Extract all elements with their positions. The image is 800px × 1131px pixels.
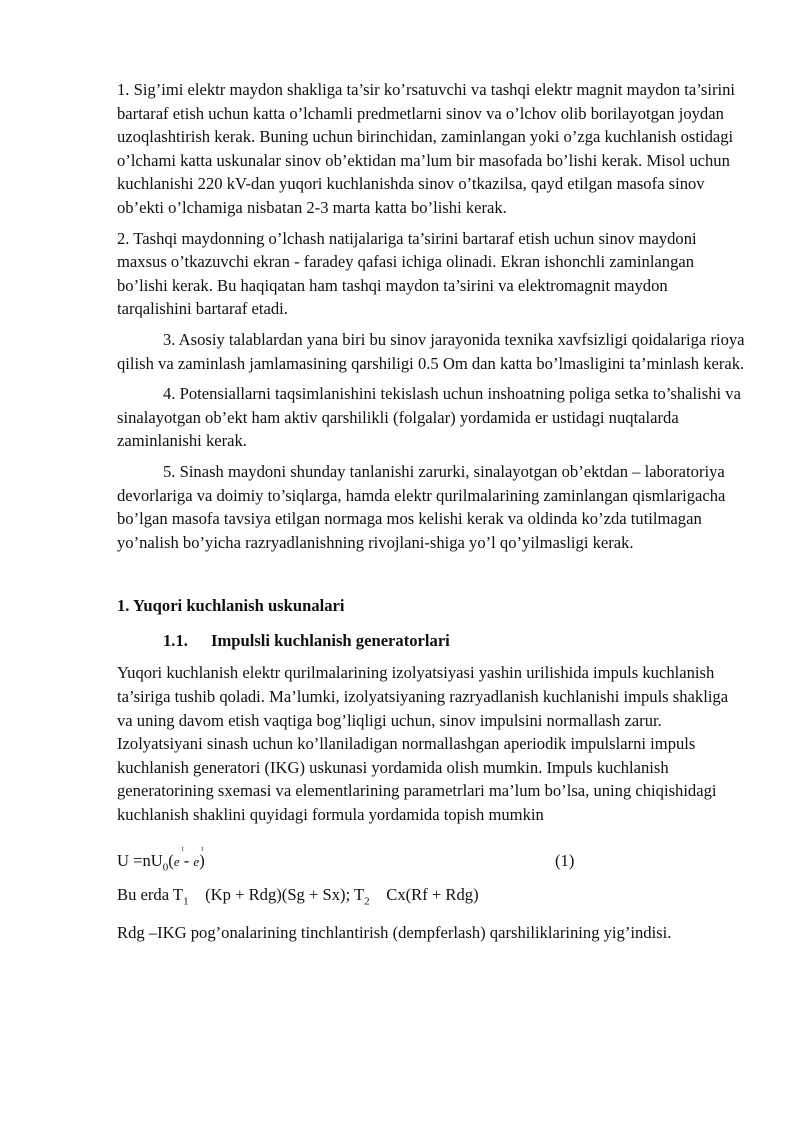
page-content bbox=[117, 78, 745, 951]
definition-line-1 bbox=[117, 883, 745, 914]
formula-exp-2 bbox=[193, 844, 204, 874]
def-t2-expr: Cx(Rf + Rdg) bbox=[386, 884, 479, 904]
formula-close-paren: ) bbox=[199, 850, 205, 870]
paragraph-3: 3. Asosiy talablardan yana biri bu sinov jarayonida texnika xavfsizligi qoidalariga rioya qilish va zaminlash jamlamasining qarshiligi 0.5 Om dan katta bo’lmasligini ta’minlash kerak. bbox=[117, 329, 745, 373]
subsection-heading bbox=[163, 629, 745, 653]
formula-e2: e bbox=[193, 853, 200, 869]
formula-lhs: U =nU bbox=[117, 850, 163, 870]
formula-e2-sup: t bbox=[201, 844, 204, 853]
def-t1-label: Bu erda T bbox=[117, 884, 184, 904]
subsection-number: 1.1. bbox=[163, 630, 188, 650]
definition-line-2: Rdg –IKG pog’onalarining tinchlantirish (dempferlash) qarshiliklarining yig’indisi. bbox=[117, 922, 672, 942]
formula-minus: - bbox=[179, 850, 194, 870]
formula-open-paren: ( bbox=[168, 850, 174, 870]
formula-subscript: 0 bbox=[162, 860, 169, 873]
formula-e1-sup: t bbox=[181, 844, 184, 853]
formula-exp-1 bbox=[173, 844, 184, 874]
def-t1-expr: (Kp + Rdg)(Sg + Sx); T bbox=[205, 884, 365, 904]
paragraph-4: 4. Potensiallarni taqsimlanishini tekislash uchun inshoatning poliga setka to’shalishi va sinalayotgan ob’ekt ham aktiv qarshilikli (folgalar) yordamida er ustidagi nuqtalarda zaminlanishi kerak. bbox=[117, 384, 741, 451]
formula-e1: e bbox=[173, 853, 180, 869]
paragraph-1: 1. Sig’imi elektr maydon shakliga ta’sir ko’rsatuvchi va tashqi elektr magnit maydon ta’sirini bartaraf etish uchun katta o’lchamli predmetlarni sinov va o’lchov olib borilayotgan joydan uzoqlashtirish kerak. Buning uchun birinchidan, zaminlangan yoki o’zga kuchlanish ostidagi o’lchami katta uskunalar sinov ob’ektidan ma’lum bir masofada bo’lishi kerak. Misol uchun kuchlanishi 220 kV-dan yuqori kuchlanishda sinov o’tkazilsa, qayd etilgan masofa sinov ob’ekti o’lchamiga nisbatan 2-3 marta katta bo’lishi kerak. bbox=[117, 80, 735, 217]
body-paragraph: Yuqori kuchlanish elektr qurilmalarining izolyatsiyasi yashin urilishida impuls kuchlanish ta’siriga tushib qoladi. Ma’lumki, izolyatsiyaning razryadlanish kuchlanishi impuls shakliga va uning davom etish vaqtiga bog’liqligi uchun, sinov impulsini normallash zarur. Izolyatsiyani sinash uchun ko’llaniladigan normallashgan aperiodik impulslarni impuls kuchlanish generatori (IKG) uskunasi yordamida olish mumkin. Impuls kuchlanish generatorining sxemasi va elementlarining parametrlari ma’lum bo’lsa, uning chiqishidagi kuchlanish shaklini quyidagi formula yordamida topish mumkin bbox=[117, 663, 729, 825]
paragraph-5: 5. Sinash maydoni shunday tanlanishi zarurki, sinalayotgan ob’ektdan – laboratoriya devorlariga va doimiy to’siqlarga, hamda elektr qurilmalarining zaminlangan qismlarigacha bo’lgan masofa tavsiya etilgan normaga mos kelishi kerak va oldinda ko’zda tutilmagan yo’nalish bo’yicha razryadlanishning rivojlani-shiga yo’l qo’yilmasligi kerak. bbox=[117, 461, 726, 552]
def-t1-sub: 1 bbox=[183, 894, 189, 907]
subsection-title: Impulsli kuchlanish generatorlari bbox=[211, 630, 450, 650]
formula-number: (1) bbox=[555, 850, 575, 870]
paragraph-2: 2. Tashqi maydonning o’lchash natijalariga ta’sirini bartaraf etish uchun sinov maydoni maxsus o’tkazuvchi ekran - faradey qafasi ichiga olinadi. Ekran ishonchli zaminlangan bo’lishi kerak. Bu haqiqatan ham tashqi maydon ta’sirini va elektromagnit maydon tarqalishini bartaraf etadi. bbox=[117, 228, 697, 319]
section-spacer bbox=[117, 561, 745, 594]
formula-1 bbox=[117, 844, 745, 875]
section-heading: 1. Yuqori kuchlanish uskunalari bbox=[117, 596, 345, 616]
def-t2-sub: 2 bbox=[364, 894, 370, 907]
